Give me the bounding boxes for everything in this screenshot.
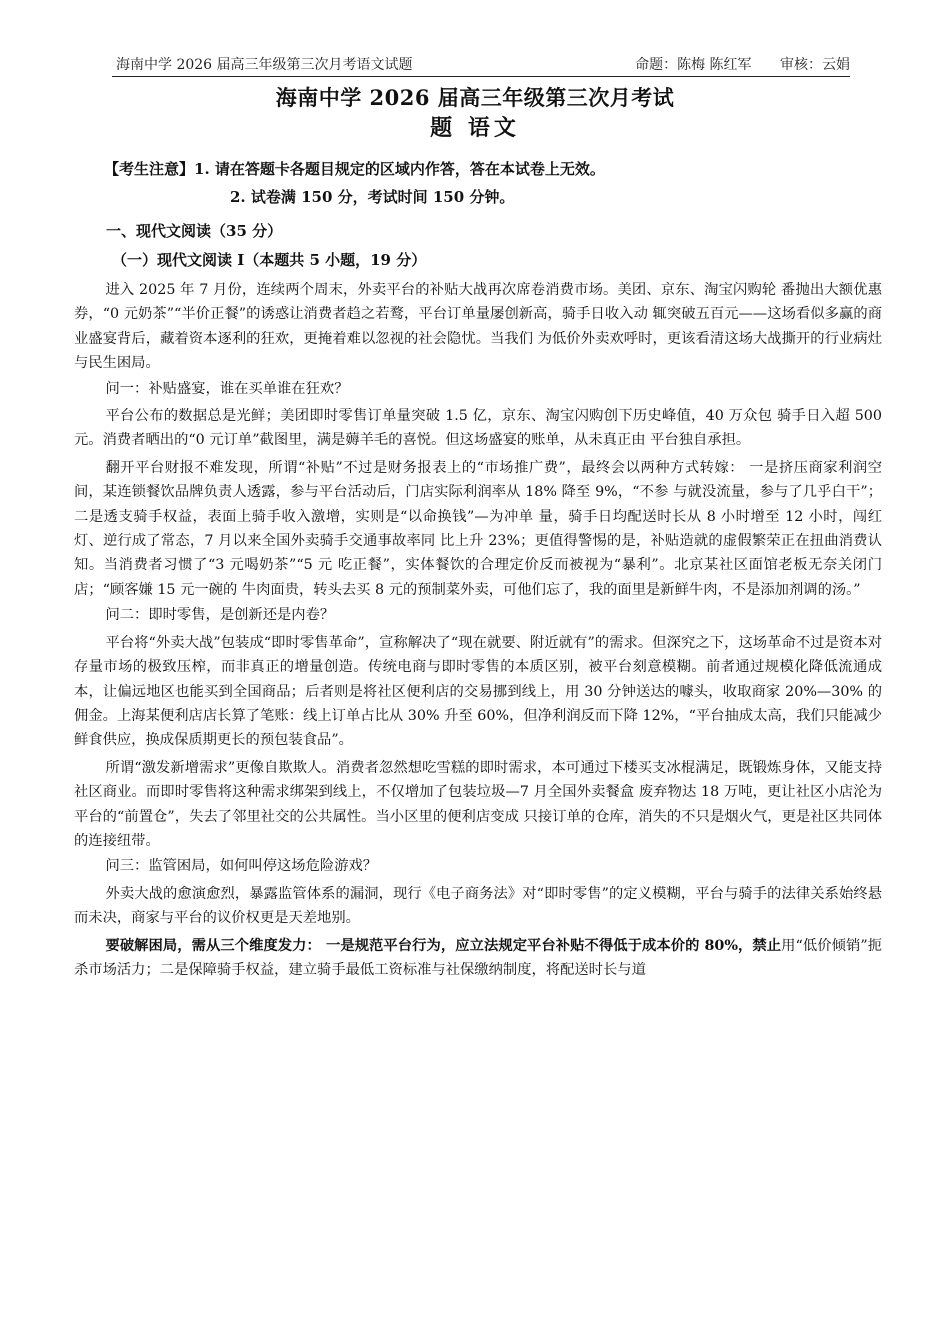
header-exam-name: 海南中学 2026 届高三年级第三次月考语文试题 — [116, 57, 413, 73]
exam-notice-2: 2. 试卷满 150 分，考试时间 150 分钟。 — [230, 188, 515, 206]
paragraph: 所谓“激发新增需求”更像自欺欺人。消费者忽然想吃雪糕的即时需求，本可通过下楼买支冰棍满足，既锻炼身体，又能支持社区商业。而即时零售将这种需求绑架到线上，不仅增加了包装垃圾—7 月全国外卖餐盒 废弃物达 18 万吨，更让社区小店沦为平台的“前置仓”，失去了邻里社交的公共属性。当小区里的便利店变成 只接订单的仓库，消失的不只是烟火气，更是社区共同体的连接纽带。 — [74, 759, 882, 849]
page-header — [112, 52, 850, 77]
header-credits — [611, 54, 850, 74]
page-title-line2: 题 语文 — [430, 115, 520, 141]
question-heading-1: 问一：补贴盛宴，谁在买单谁在狂欢？ — [105, 380, 349, 397]
paragraph: 平台公布的数据总是光鲜；美团即时零售订单量突破 1.5 亿，京东、淘宝闪购创下历史峰值，40 万众包 骑手日入超 500 元。消费者晒出的“0 元订单”截图里，满是薅羊毛的喜悦。但这场盛宴的账单，从未真正由 平台独自承担。 — [74, 408, 882, 449]
paragraph: 平台将“外卖大战”包装成“即时零售革命”，宣称解决了“现在就要、附近就有”的需求。但深究之下，这场革命不过是资本对存量市场的极致压榨，而非真正的增量创造。传统电商与即时零售的本质区别，被平台刻意模糊。前者通过规模化降低流通成本，让偏远地区也能买到全国商品；后者则是将社区便利店的交易挪到线上，用 30 分钟送达的噱头，收取商家 20%—30% 的佣金。上海某便利店店长算了笔账：线上订单占比从 30% 升至 60%，但净利润反而下降 12%，“平台抽成太高，我们只能减少鲜食供应，换成保质期更长的预包装食品”。 — [74, 634, 882, 749]
question-heading-2: 问二：即时零售，是创新还是内卷？ — [105, 607, 335, 624]
normal-text: 用“低价倾销”扼杀市场活力；二是保障骑手权益，建立骑手最低工资标准与社保缴纳制度，将配送时长与道 — [74, 937, 882, 978]
exam-notice-1: 【考生注意】1. 请在答题卡各题目规定的区域内作答，答在本试卷上无效。 — [104, 160, 605, 178]
paragraph: 外卖大战的愈演愈烈，暴露监管体系的漏洞，现行《电子商务法》对“即时零售”的定义模糊，平台与骑手的法律关系始终悬而未决，商家与平台的议价权更是天差地别。 — [74, 885, 882, 927]
page-title-line1: 海南中学 2026 届高三年级第三次月考试 — [275, 85, 675, 110]
reading-passage — [74, 278, 882, 982]
section-heading: 一、现代文阅读（35 分） — [106, 222, 283, 240]
header-reviewer: 审核：云娟 — [780, 57, 850, 73]
subsection-heading: （一）现代文阅读 I（本题共 5 小题，19 分） — [112, 251, 427, 269]
paragraph-intro: 进入 2025 年 7 月份，连续两个周末，外卖平台的补贴大战再次席卷消费市场。美团、京东、淘宝闪购轮 番抛出大额优惠券，“0 元奶茶”“半价正餐”的诱惑让消费者趋之若鹜，平台订单量屡创新高，骑手日收入动 辄突破五百元——这场看似多赢的商业盛宴背后，藏着资本逐利的狂欢，更掩着难以忽视的社会隐忧。当我们 为低价外卖欢呼时，更该看清这场大战撕开的行业病灶与民生困局。 — [74, 282, 882, 372]
bold-text: 要破解困局，需从三个维度发力： 一是规范平台行为，应立法规定平台补贴不得低于成本价的 80%，禁止 — [105, 937, 782, 954]
paragraph-conclusion — [74, 934, 882, 983]
header-author: 命题：陈梅 陈红军 — [635, 57, 752, 73]
question-heading-3: 问三：监管困局，如何叫停这场危险游戏？ — [105, 858, 378, 875]
paragraph: 翻开平台财报不难发现，所谓“补贴”不过是财务报表上的“市场推广费”，最终会以两种方式转嫁： 一是挤压商家利润空间，某连锁餐饮品牌负责人透露，参与平台活动后，门店实际利润率从 18% 降至 9%，“不参 与就没流量，参与了几乎白干”；二是透支骑手权益，表面上骑手收入激增，实则是“以命换钱”—为冲单 量，骑手日均配送时长从 8 小时增至 12 小时，闯红灯、逆行成了常态，7 月以来全国外卖骑手交通事故率同 比上升 23%；更值得警惕的是，补贴造就的虚假繁荣正在扭曲消费认知。当消费者习惯了“3 元喝奶茶”“5 元 吃正餐”，实体餐饮的合理定价反而被视为“暴利”。北京某社区面馆老板无奈关闭门店；“顾客嫌 15 元一碗的 牛肉面贵，转头去买 8 元的预制菜外卖，可他们忘了，我的面里是新鲜牛肉，不是添加剂调的汤。” — [74, 459, 882, 598]
